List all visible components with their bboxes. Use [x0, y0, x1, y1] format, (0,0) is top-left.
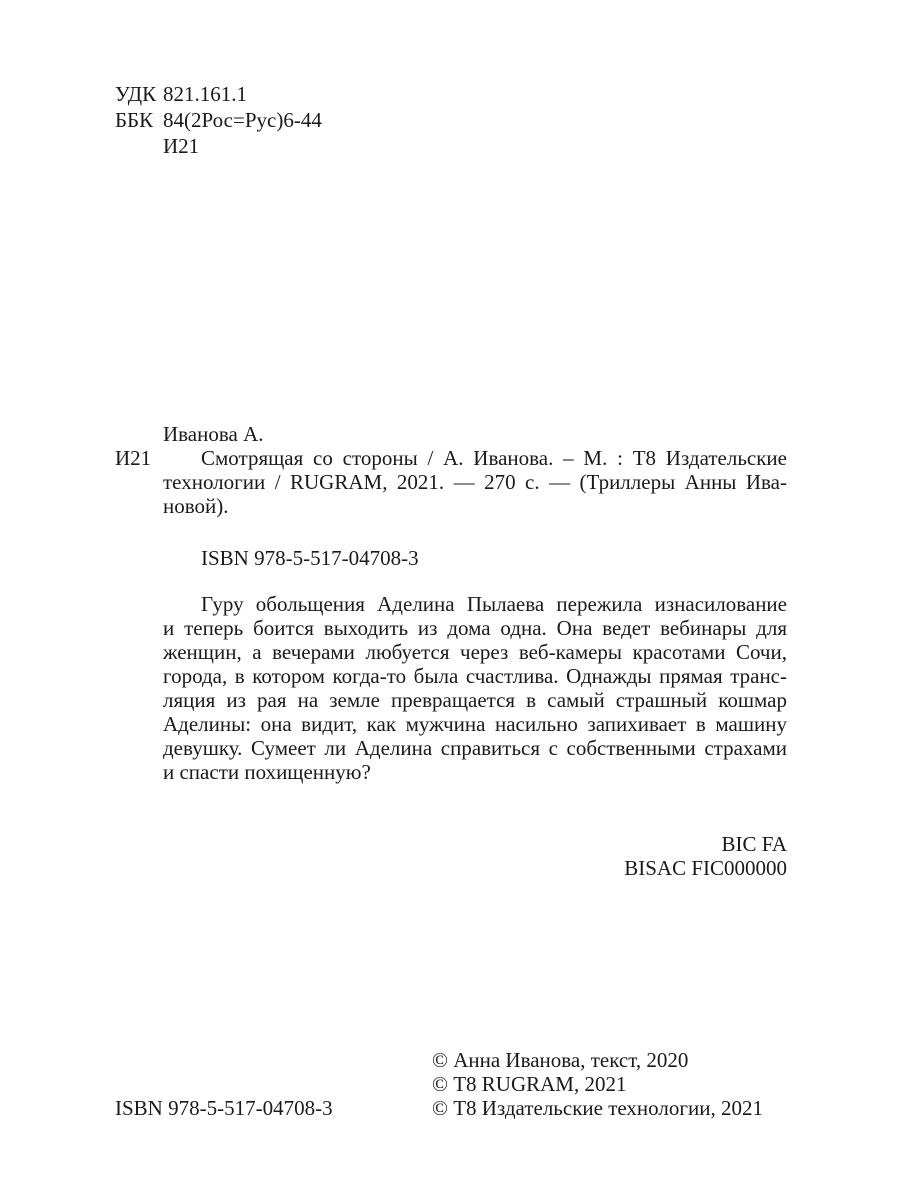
annotation-line-6: Аделины: она видит, как мужчина насильно запихивает в машину [163, 712, 787, 736]
annotation-line-1: Гуру обольщения Аделина Пылаева пережила изнасилование [201, 592, 787, 616]
udk-line [115, 82, 247, 106]
author-sign-record: И21 [115, 446, 152, 470]
isbn-record: ISBN 978-5-517-04708-3 [201, 546, 419, 570]
annotation-line-3: женщин, а вечерами любуется через веб-камеры красотами Сочи, [163, 640, 787, 664]
bic-code: BIC FA [721, 832, 787, 856]
bisac-code: BISAC FIC000000 [624, 856, 787, 880]
annotation-line-4: города, в котором когда-то была счастлива. Однажды прямая транс- [163, 664, 787, 688]
biblio-line-2-content: технологии / RUGRAM, 2021. — 270 с. — (Триллеры Анны Ива- [163, 470, 787, 494]
annotation-line-2: и теперь боится выходить из дома одна. Она ведет вебинары для [163, 616, 787, 640]
annotation-line-5: ляция из рая на земле превращается в самый страшный кошмар [163, 688, 787, 712]
copyright-t8: © Т8 Издательские технологии, 2021 [432, 1096, 763, 1120]
copyright-author: © Анна Иванова, текст, 2020 [432, 1048, 689, 1072]
biblio-line-1-content: Смотрящая со стороны / А. Иванова. – М. : Т8 Издательские [201, 446, 787, 470]
udk-label: УДК [115, 82, 157, 106]
udk-value: 821.161.1 [163, 82, 247, 106]
isbn-footer: ISBN 978-5-517-04708-3 [115, 1096, 333, 1120]
bbk-line [115, 108, 322, 132]
bbk-label: ББК [115, 108, 154, 132]
biblio-line-3: новой). [163, 494, 229, 518]
biblio-line-1-text [201, 446, 787, 470]
biblio-line-1 [201, 446, 787, 470]
annotation-line-7: девушку. Сумеет ли Аделина справиться с собственными страхами [163, 736, 787, 760]
author-heading: Иванова А. [163, 422, 264, 446]
bbk-value: 84(2Рос=Рус)6-44 [163, 108, 322, 132]
annotation-line-8: и спасти похищенную? [163, 760, 371, 784]
copyright-rugram: © Т8 RUGRAM, 2021 [432, 1072, 627, 1096]
author-sign-top: И21 [163, 134, 200, 158]
biblio-line-2 [163, 470, 787, 494]
